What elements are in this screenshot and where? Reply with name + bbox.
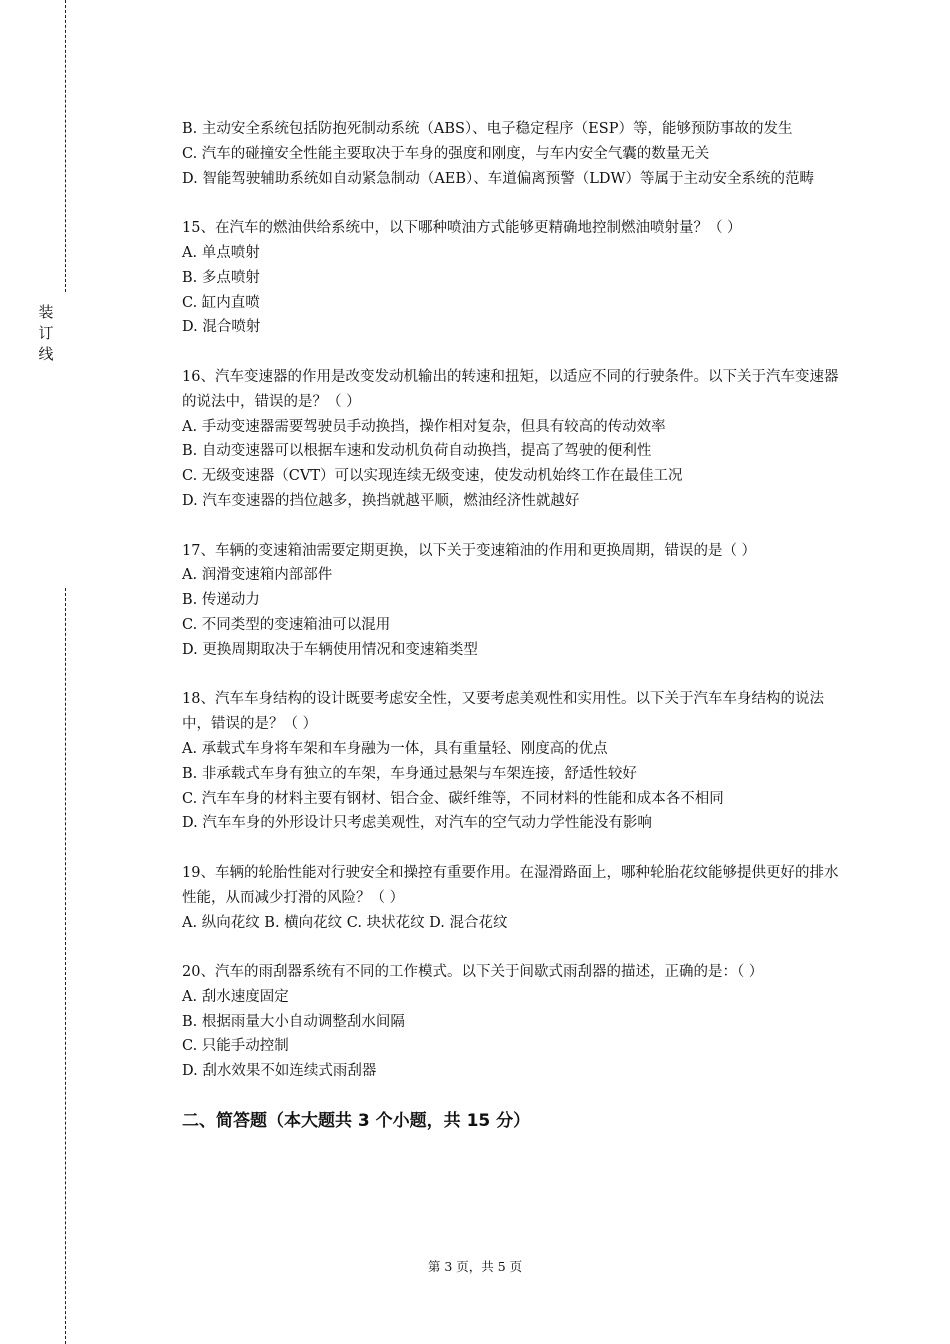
page-content: [182, 117, 842, 1133]
option: B. 非承载式车身有独立的车架，车身通过悬架与车架连接，舒适性较好: [182, 765, 637, 782]
question-17: [182, 539, 842, 663]
question-stem: 17、车辆的变速箱油需要定期更换，以下关于变速箱油的作用和更换周期，错误的是（ ）: [182, 542, 757, 559]
question-15: [182, 216, 842, 340]
option-row: A. 纵向花纹 B. 横向花纹 C. 块状花纹 D. 混合花纹: [182, 914, 508, 931]
option: C. 无级变速器（CVT）可以实现连续无级变速，使发动机始终工作在最佳工况: [182, 468, 683, 485]
option: D. 汽车变速器的挡位越多，换挡就越平顺，燃油经济性就越好: [182, 492, 580, 509]
option: A. 润滑变速箱内部部件: [182, 567, 333, 584]
option: A. 手动变速器需要驾驶员手动换挡，操作相对复杂，但具有较高的传动效率: [182, 418, 666, 435]
binding-char: 线: [38, 345, 54, 363]
option: A. 刮水速度固定: [182, 988, 289, 1005]
section-title: 二、简答题（本大题共 3 个小题，共 15 分）: [182, 1110, 531, 1131]
option: D. 混合喷射: [182, 319, 261, 336]
option: A. 单点喷射: [182, 244, 260, 261]
option: D. 更换周期取决于车辆使用情况和变速箱类型: [182, 641, 478, 658]
option: D. 刮水效果不如连续式雨刮器: [182, 1063, 377, 1080]
option: C. 只能手动控制: [182, 1038, 289, 1055]
binding-line-bottom: [65, 588, 66, 1344]
option: B. 传递动力: [182, 592, 260, 609]
option: B. 多点喷射: [182, 269, 260, 286]
binding-char: 装: [38, 303, 54, 321]
question-stem: 18、汽车车身结构的设计既要考虑安全性，又要考虑美观性和实用性。以下关于汽车车身结构的说法中，错误的是？（ ）: [182, 691, 824, 733]
binding-line-top: [65, 0, 66, 292]
option: C. 缸内直喷: [182, 294, 260, 311]
option: B. 根据雨量大小自动调整刮水间隔: [182, 1013, 405, 1030]
question-stem: 19、车辆的轮胎性能对行驶安全和操控有重要作用。在湿滑路面上，哪种轮胎花纹能够提供更好的排水性能，从而减少打滑的风险？（ ）: [182, 864, 839, 906]
binding-char: 订: [38, 324, 54, 342]
question-18: [182, 687, 842, 836]
page-number: 第 3 页，共 5 页: [427, 1259, 523, 1274]
option: D. 智能驾驶辅助系统如自动紧急制动（AEB）、车道偏离预警（LDW）等属于主动安全系统的范畴: [182, 170, 814, 187]
option: A. 承载式车身将车架和车身融为一体，具有重量轻、刚度高的优点: [182, 740, 608, 757]
question-stem: 20、汽车的雨刮器系统有不同的工作模式。以下关于间歇式雨刮器的描述，正确的是：（ ）: [182, 964, 764, 981]
option: B. 主动安全系统包括防抱死制动系统（ABS）、电子稳定程序（ESP）等，能够预防事故的发生: [182, 121, 793, 137]
question-16: [182, 365, 842, 514]
option: B. 自动变速器可以根据车速和发动机负荷自动换挡，提高了驾驶的便利性: [182, 443, 652, 460]
option: C. 汽车的碰撞安全性能主要取决于车身的强度和刚度，与车内安全气囊的数量无关: [182, 145, 710, 162]
question-20: [182, 960, 842, 1084]
option: C. 汽车车身的材料主要有钢材、铝合金、碳纤维等，不同材料的性能和成本各不相同: [182, 790, 724, 807]
option: C. 不同类型的变速箱油可以混用: [182, 616, 391, 633]
question-stem: 15、在汽车的燃油供给系统中，以下哪种喷油方式能够更精确地控制燃油喷射量？（ ）: [182, 220, 742, 237]
option: D. 汽车车身的外形设计只考虑美观性，对汽车的空气动力学性能没有影响: [182, 815, 652, 832]
question-19: [182, 861, 842, 935]
binding-label: [36, 302, 56, 365]
question-14-continuation: [182, 117, 842, 191]
question-stem: 16、汽车变速器的作用是改变发动机输出的转速和扭矩，以适应不同的行驶条件。以下关于汽车变速器的说法中，错误的是？（ ）: [182, 368, 839, 410]
